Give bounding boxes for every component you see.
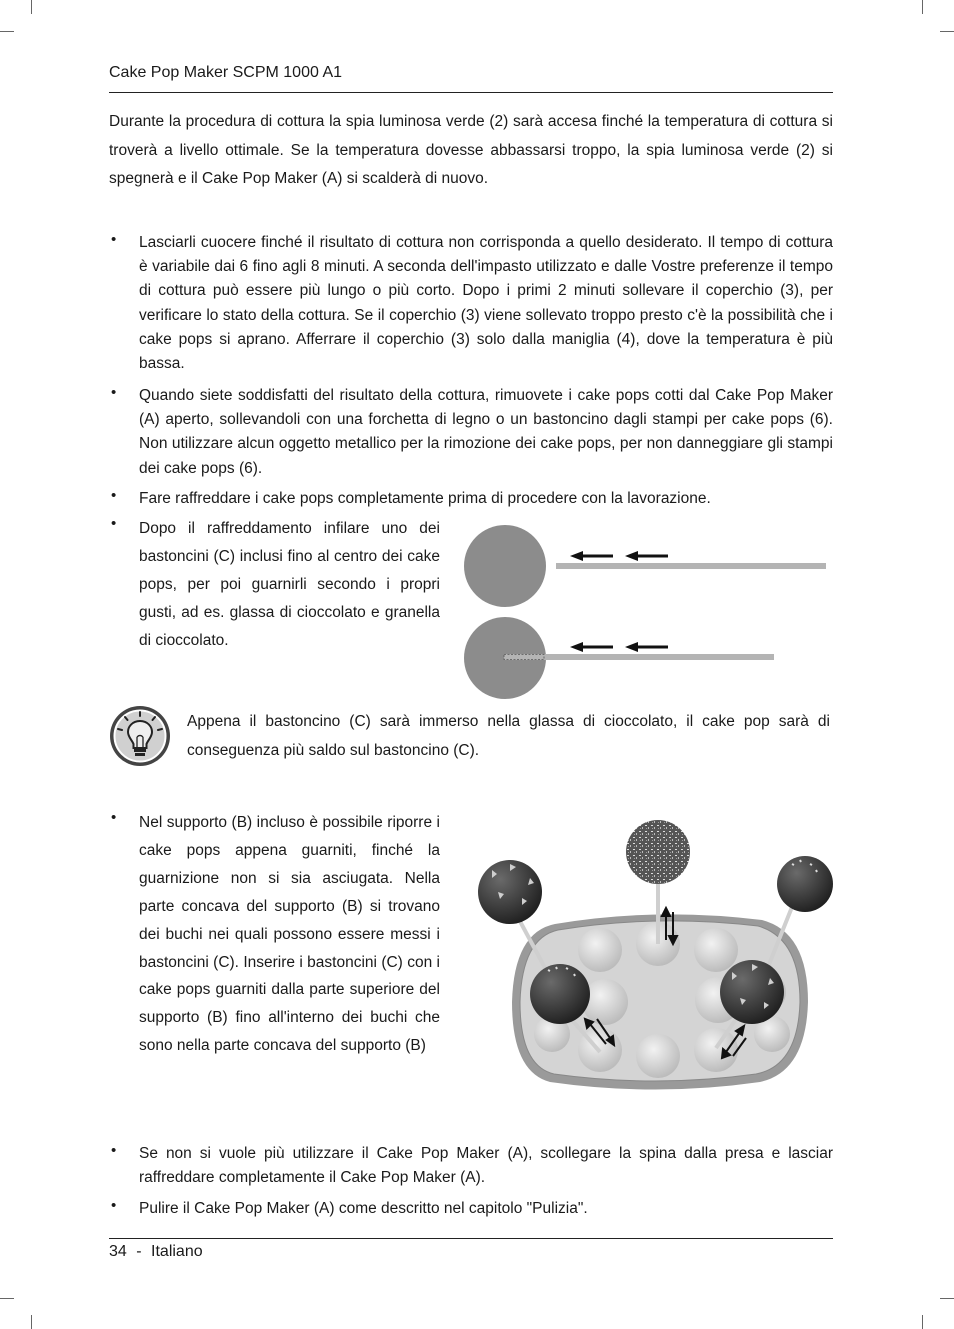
cake-pop: [530, 964, 590, 1024]
crop-mark: [922, 1315, 923, 1329]
list-item-text: Quando siete soddisfatti del risultato della cottura, rimuovete i cake pops cotti dal Cake Pop Maker (A) aperto, sollevandoli con una forchetta di legno o un bastoncino dagli stampi per cake pops (6). Non utilizzare alcun oggetto metallico per la rimozione dei cake pops, per non danneggiare gli stampi dei cake pops (6).: [139, 387, 833, 477]
lightbulb-icon: [108, 704, 172, 768]
footer-separator: -: [136, 1243, 142, 1260]
intro-paragraph: Durante la procedura di cottura la spia luminosa verde (2) sarà accesa finché la temperatura di cottura si troverà a livello ottimale. Se la temperatura dovesse abbassarsi troppo, la spia luminosa verde (2) si spegnerà e il Cake Pop Maker (A) si scalderà di nuovo.: [109, 113, 833, 187]
arrow-left-icon: [625, 551, 668, 561]
page-header-title: Cake Pop Maker SCPM 1000 A1: [109, 64, 343, 81]
crop-mark: [922, 0, 923, 14]
crop-mark: [940, 1298, 954, 1299]
cake-pop: [777, 856, 833, 912]
stick-insertion-illustration: [455, 518, 835, 708]
note-text: Appena il bastoncino (C) sarà immerso nella glassa di cioccolato, il cake pop sarà di conseguenza più saldo sul bastoncino (C).: [187, 713, 830, 759]
arrow-left-icon: [570, 642, 613, 652]
cake-pop: [478, 860, 542, 924]
list-item-text: Dopo il raffreddamento infilare uno dei bastoncini (C) inclusi fino al centro dei cake pops, per poi guarnirli secondo i propri gusti, ad es. glassa di cioccolato e granella di cioccolato.: [139, 520, 440, 649]
crop-mark: [940, 31, 954, 32]
cake-pop-ball: [464, 525, 546, 607]
crop-mark: [31, 0, 32, 14]
list-item-text: Se non si vuole più utilizzare il Cake Pop Maker (A), scollegare la spina dalla presa e lasciar raffreddare completamente il Cake Pop Maker (A).: [139, 1145, 833, 1187]
arrow-left-icon: [625, 642, 668, 652]
page-number: 34: [109, 1243, 127, 1260]
list-item-text: Lasciarli cuocere finché il risultato di cottura non corrisponda a quello desiderato. Il tempo di cottura è variabile dai 6 fino agli 8 minuti. A seconda dell'impasto utilizzato e dalle Vostre preferenze il tempo di cottura può essere più lungo o più corto. Dopo i primi 2 minuti sollevare il coperchio (3), per verificare lo stato della cottura. Se il coperchio (3) viene sollevato troppo presto c'è la possibilità che i cake pops si aprano. Afferrare il coperchio (3) solo dalla maniglia (4), dove la temperatura è più bassa.: [139, 234, 833, 373]
arrow-left-icon: [570, 551, 613, 561]
stick: [556, 563, 826, 569]
stick-inserted: [504, 654, 774, 660]
footer-language: Italiano: [151, 1243, 203, 1260]
cake-pop-stand-illustration: [470, 812, 840, 1112]
crop-mark: [31, 1315, 32, 1329]
footer-rule: [109, 1238, 833, 1239]
list-item-text: Nel supporto (B) incluso è possibile riporre i cake pops appena guarniti, finché la guarnizione non si sia asciugata. Nella parte concava del supporto (B) si trovano dei buchi nei quali possono essere messi i bastoncini (C). Inserire i bastoncini (C) con i cake pops guarniti dalla parte superiore del supporto (B) fino all'interno dei buchi che sono nella parte concava del supporto (B): [139, 814, 440, 1055]
list-item-text: Pulire il Cake Pop Maker (A) come descritto nel capitolo "Pulizia".: [139, 1200, 588, 1217]
list-item-text: Fare raffreddare i cake pops completamente prima di procedere con la lavorazione.: [139, 490, 711, 507]
header-rule: [109, 92, 833, 93]
cake-pop: [720, 960, 784, 1024]
cake-pop: [626, 820, 690, 884]
crop-mark: [0, 1298, 14, 1299]
page-footer: [109, 1243, 203, 1261]
crop-mark: [0, 31, 14, 32]
